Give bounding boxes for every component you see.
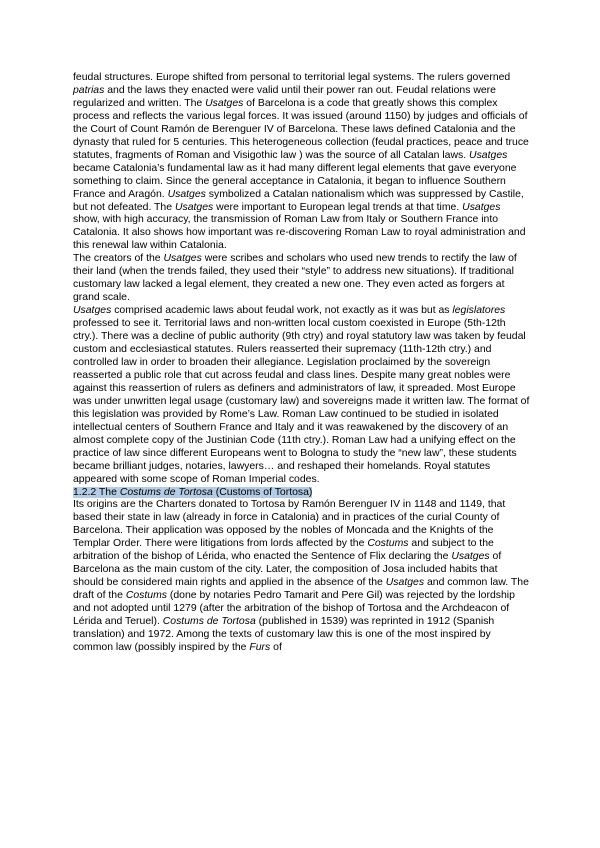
italic-text: Costums de Tortosa <box>162 616 256 628</box>
text-run: show, with high accuracy, the transmission of Roman Law from Italy or Southern France into Catalonia. It also shows how important was re-discovering Roman Law to royal administration and this renewal law within Catalonia. <box>73 214 526 252</box>
italic-text: Usatges <box>469 149 508 161</box>
paragraph-4 <box>73 499 530 654</box>
text-run: of <box>270 641 282 653</box>
text-run: (Customs of Tortosa) <box>212 486 313 498</box>
paragraph-1 <box>73 72 530 253</box>
paragraph-2 <box>73 253 530 305</box>
italic-text: Usatges <box>167 188 206 200</box>
italic-text: legislatores <box>452 305 506 317</box>
paragraph-3 <box>73 305 530 486</box>
text-run: of Barcelona is a code that greatly shows this complex process and reflects the various legal forces. It was issued (around 1150) by judges and officials of the Court of Count Ramón de Berenguer IV of Barcelona. These laws defined Catalonia and the dynasty that ruled for 5 centuries. This heterogeneous collection (feudal practices, peace and truce statutes, fragments of Roman and Visigothic law ) was the source of all Catalan laws. <box>73 97 529 161</box>
italic-text: Usatges <box>451 551 490 563</box>
text-run: comprised academic laws about feudal work, not exactly as it was but as <box>111 305 453 317</box>
text-run: professed to see it. Territorial laws and non-written local custom coexisted in Europe (5th-12th ctry.). There was a decline of public authority (9th ctry) and royal statutory law was taken by feudal custom and ecclesiastical statutes. Rulers reasserted their supremacy (11th-12th ctry.) and controlled law in order to broaden their allegiance. Legislation proclaimed by the sovereign reasserted a public role that cut across feudal and class lines. Despite many great nobles were against this reassertion of rulers as definers and administrators of law, it spreaded. Most Europe was under unwritten legal usage (customary law) and sovereigns made it written law. The format of this legislation was provided by Rome’s Law. Roman Law continued to be studied in isolated intellectual centers of Southern France and Italy and it was reawakened by the discovery of an almost complete copy of the Justinian Code (11th ctry.). Roman Law had a unifying effect on the practice of law since different Europeans went to Bologna to study the “new law”, these students became brilliant judges, notaries, lawyers… and reshaped their homelands. Royal statutes appeared with some scope of Roman Imperial codes. <box>73 318 530 485</box>
text-run: feudal structures. Europe shifted from personal to territorial legal systems. The rulers governed <box>73 72 511 83</box>
italic-text: Costums <box>367 538 409 550</box>
italic-text: Usatges <box>385 577 425 589</box>
text-run: symbolized a Catalan nationalism which was suppressed by Castile, but not defeated. The <box>73 188 524 213</box>
italic-text: patrias <box>73 84 105 96</box>
italic-text: Usatges <box>462 201 501 213</box>
section-heading-highlight <box>73 487 312 498</box>
text-run: were scribes and scholars who used new trends to rectify the law of their land (when the trends failed, they used their “style” to address new situations). If traditional customary law lacked a legal element, they created a new one. They even acted as forgers at grand scale. <box>73 253 517 304</box>
text-run: and the laws they enacted were valid until their power ran out. Feudal relations were regularized and written. The <box>73 84 496 109</box>
italic-text: Usatges <box>174 201 214 213</box>
text-run: and common law. The draft of the <box>73 577 529 602</box>
text-run: 1.2.2 The <box>73 486 120 498</box>
italic-text: Costums de Tortosa <box>119 486 213 498</box>
italic-text: Usatges <box>205 97 244 109</box>
section-heading <box>73 487 530 500</box>
text-run: and subject to the arbitration of the bishop of Lérida, who enacted the Sentence of Flix declaring the <box>73 538 494 563</box>
italic-text: Furs <box>249 641 271 653</box>
italic-text: Usatges <box>73 305 112 317</box>
text-run: (published in 1539) was reprinted in 1912 (Spanish translation) and 1972. Among the texts of customary law this is one of the most inspired by common law (possibly inspired by the <box>73 616 495 653</box>
text-run: were important to European legal trends at that time. <box>213 201 463 213</box>
text-run: Its origins are the Charters donated to Tortosa by Ramón Berenguer IV in 1148 and 1149, that based their state in law (already in force in Catalonia) and in practices of the curial County of Barcelona. Their application was opposed by the nobles of Moncada and the Knights of the Templar Order. There were litigations from lords affected by the <box>73 499 506 550</box>
italic-text: Usatges <box>163 253 202 265</box>
italic-text: Costums <box>125 590 167 602</box>
text-run: (done by notaries Pedro Tamarit and Pere Gil) was rejected by the lordship and not adopted until 1279 (after the arbitration of the bishop of Tortosa and the Archdeacon of Lérida and Teruel). <box>73 590 515 628</box>
text-run: of Barcelona as the main custom of the city. Later, the composition of Josa included habits that should be considered main rights and applied in the absence of the <box>73 551 502 589</box>
text-run: became Catalonia’s fundamental law as it had many different legal elements that gave everyone something to claim. Since the general acceptance in Catalonia, it began to influence Southern France and Aragón. <box>73 162 517 200</box>
text-run: The creators of the <box>73 253 164 265</box>
